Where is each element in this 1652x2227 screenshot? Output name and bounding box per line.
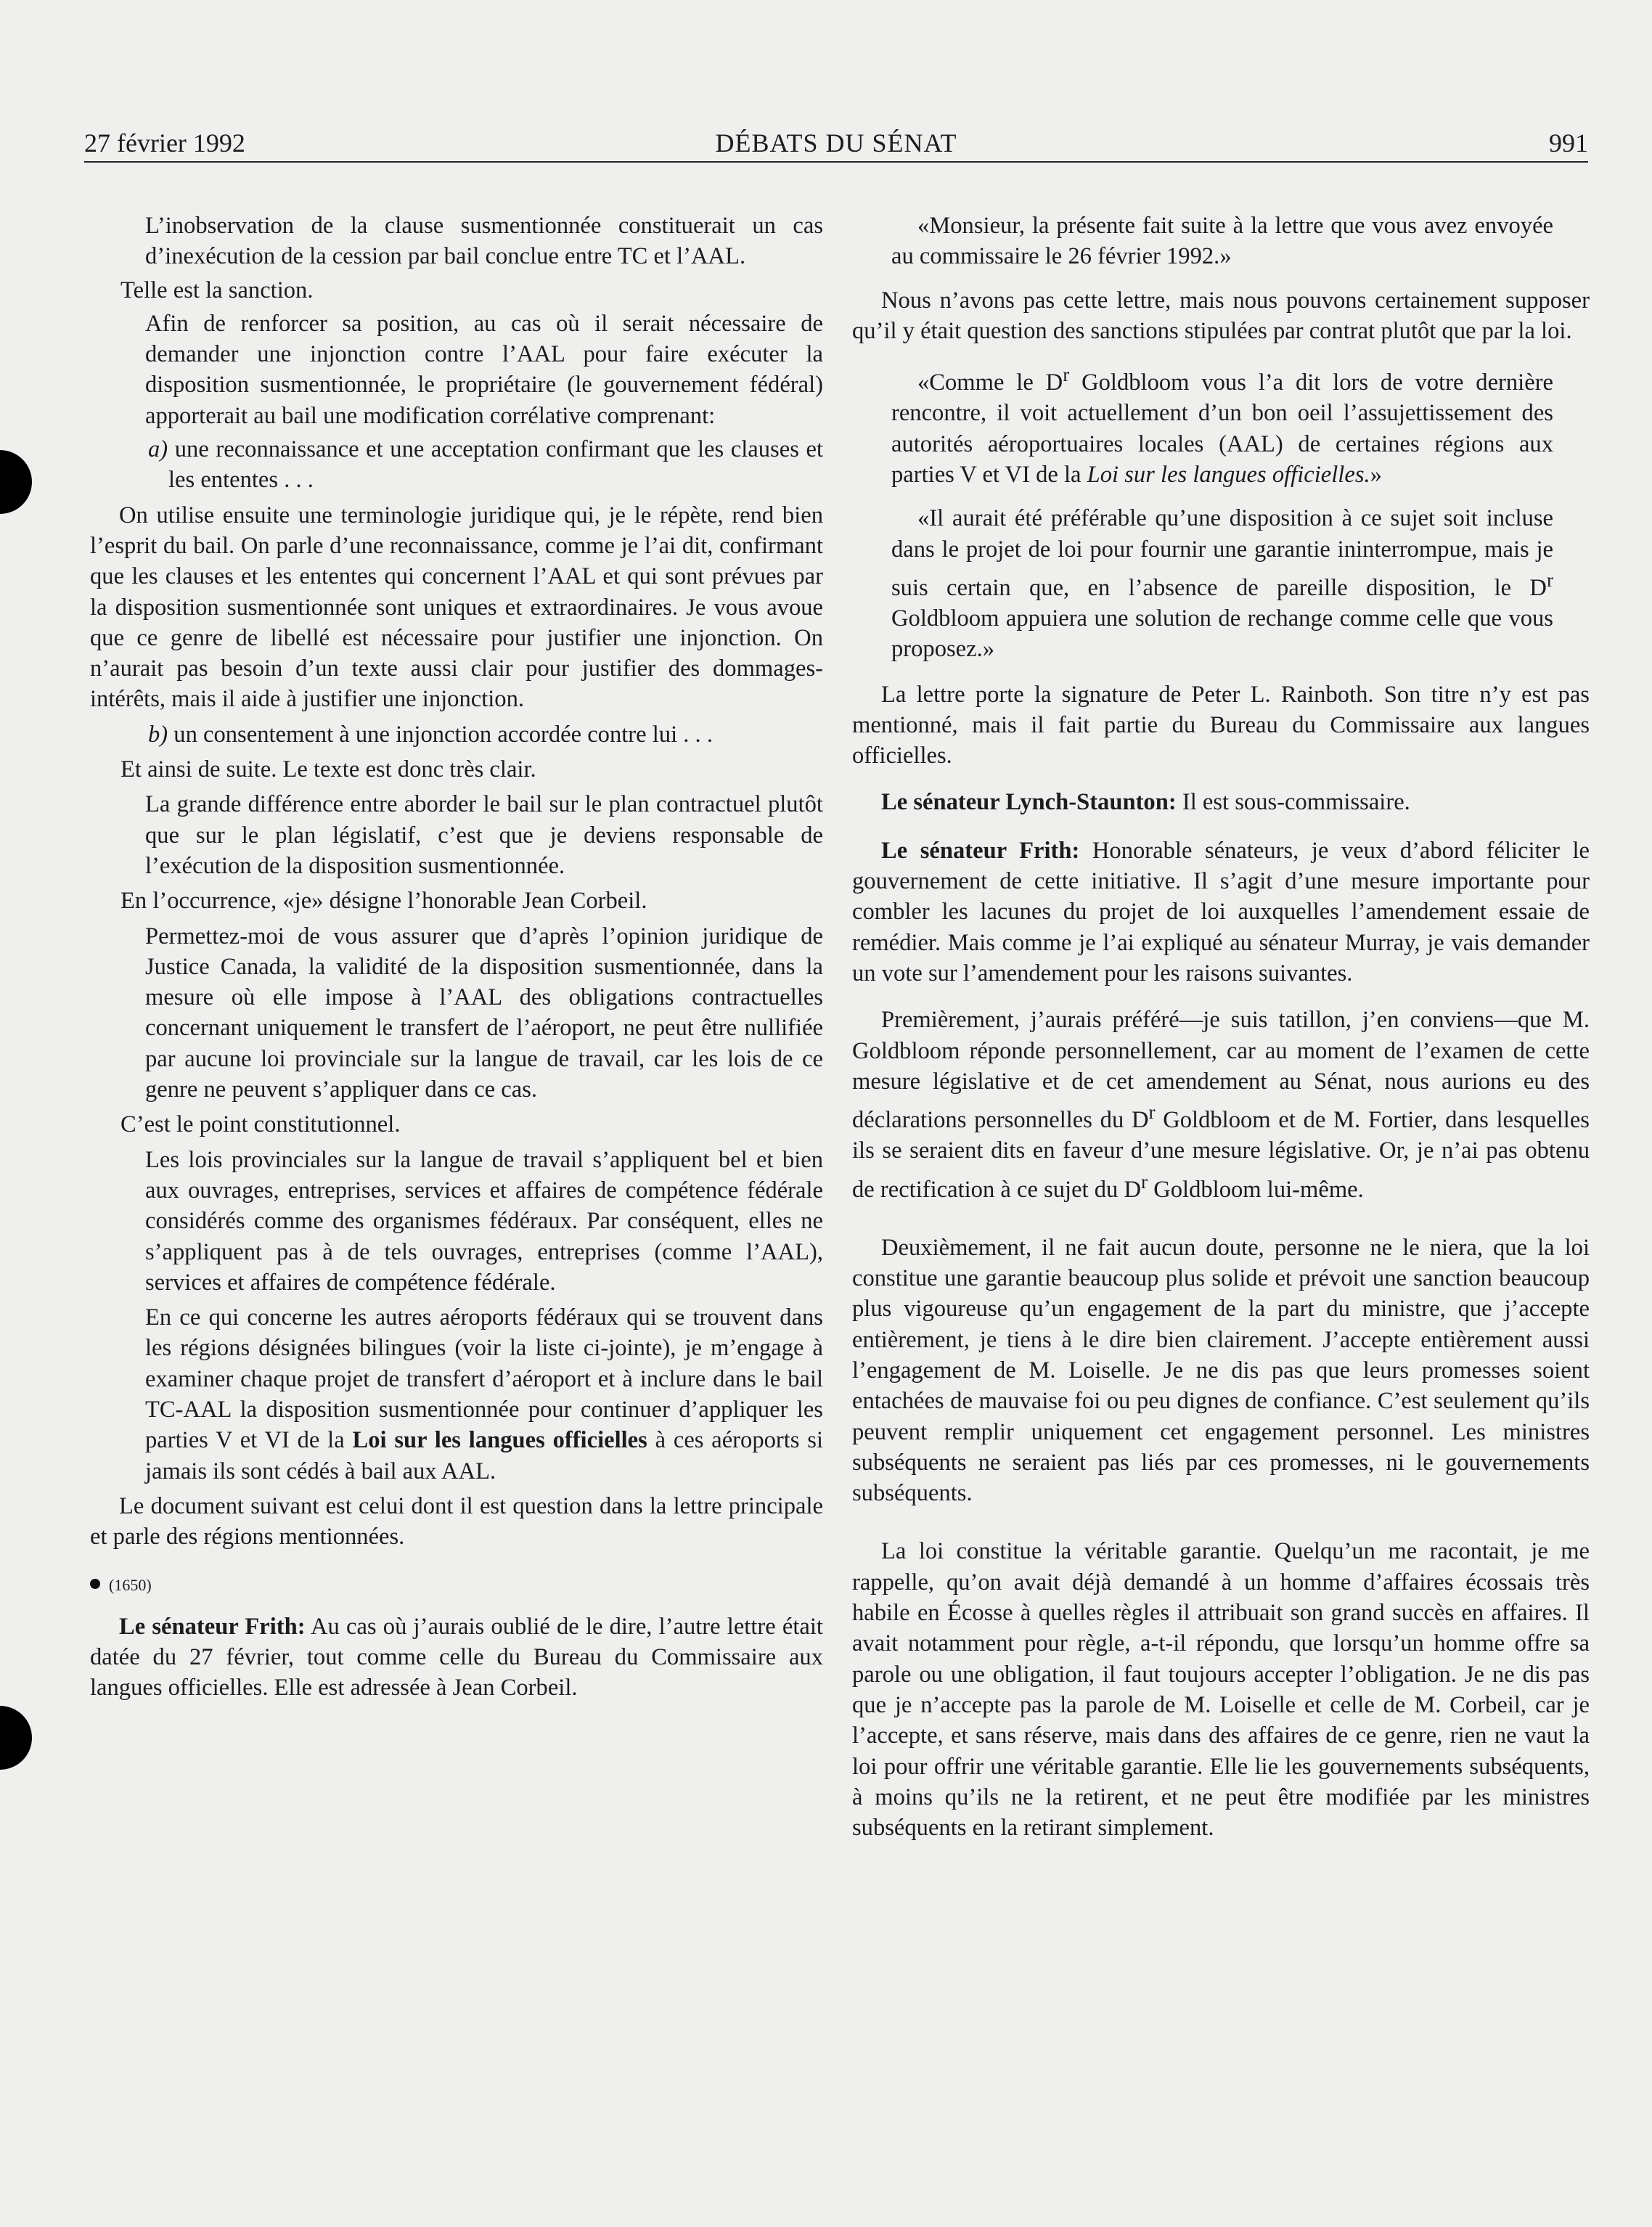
- paragraph-text: Premièrement, j’aurais préféré—je suis tatillon, j’en conviens—que M. Goldbloom réponde personnellement, car au moment de l’examen de cette mesure législative et de cet amendement au Sénat, nous aurions eu des déclarations personnelles du D: [852, 1007, 1590, 1133]
- bullet-icon: [90, 1579, 100, 1589]
- paragraph: Et ainsi de suite. Le texte est donc très clair.: [120, 756, 536, 783]
- speaker-name: Le sénateur Lynch-Staunton:: [881, 789, 1177, 816]
- paragraph-text: Goldbloom lui-même.: [1153, 1176, 1364, 1203]
- paragraph: Le document suivant est celui dont il est question dans la lettre principale et parle des régions mentionnées.: [90, 1492, 823, 1550]
- superscript: r: [1141, 1170, 1148, 1193]
- paragraph: C’est le point constitutionnel.: [120, 1111, 401, 1138]
- quotation: «Monsieur, la présente fait suite à la lettre que vous avez envoyée au commissaire le 26 février 1992.»: [891, 213, 1553, 270]
- left-column: [90, 211, 823, 1704]
- list-letter: b): [148, 721, 168, 748]
- list-letter: a): [148, 436, 168, 463]
- paragraph-text: Goldbloom et de M. Fortier, dans lesquelles ils se seraient dits en faveur d’une mesure législative. Or, je n’ai pas obtenu de rectification à ce sujet du D: [852, 1107, 1590, 1203]
- time-marker: [90, 1568, 823, 1601]
- list-item: [90, 434, 823, 496]
- paragraph-text: En ce qui concerne les autres aéroports fédéraux qui se trouvent dans les régions désignées bilingues (voir la liste ci-jointe), je m’engage à examiner chaque projet de transfert d’aéroport et à inclure dans le bail TC-AAL la disposition susmentionnée pour continuer d’appliquer les parties V et VI de la: [145, 1304, 823, 1454]
- speaker-name: Le sénateur Frith:: [881, 837, 1080, 864]
- paragraph: On utilise ensuite une terminologie juridique qui, je le répète, rend bien l’esprit du bail. On parle d’une reconnaissance, comme je l’ai dit, confirmant que les clauses et les ententes qui concernent l’AAL et qui sont prévues par la disposition susmentionnée sont uniques et extraordinaires. Je vous avoue que ce genre de libellé est nécessaire pour justifier une injonction. On n’aurait pas besoin d’un texte aussi clair pour justifier des dommages-intérêts, mais il aide à justifier une injonction.: [90, 502, 823, 713]
- header-title: DÉBATS DU SÉNAT: [715, 128, 957, 158]
- quotation: [852, 359, 1590, 490]
- paragraph: Nous n’avons pas cette lettre, mais nous pouvons certainement supposer qu’il y était question des sanctions stipulées par contrat plutôt que par la loi.: [852, 287, 1590, 344]
- page-header: [84, 128, 1588, 163]
- time-stamp: (1650): [109, 1576, 152, 1595]
- header-rule: [84, 161, 1588, 163]
- act-title: Loi sur les langues officielles.: [1087, 461, 1370, 488]
- paragraph: Deuxièmement, il ne fait aucun doute, personne ne le niera, que la loi constitue une garantie beaucoup plus solide et prévoit une sanction beaucoup plus vigoureuse qu’un engagement de la part du ministre, que j’accepte entièrement, je tiens à le dire bien clairement. J’accepte entièrement aussi l’engagement de M. Loiselle. Je ne dis pas que leurs promesses soient entachées de mauvaise foi ou peu dignes de confiance. C’est seulement qu’ils peuvent remplir uniquement cet engagement personnel. Les ministres subséquents ne seraient pas liés par ces promesses, ni le gouvernements subséquents.: [852, 1234, 1590, 1507]
- list-item-text: un consentement à une injonction accordée contre lui . . .: [173, 721, 713, 748]
- quote-text: Goldbloom appuiera une solution de rechange comme celle que vous proposez.»: [891, 605, 1553, 663]
- superscript: r: [1546, 568, 1553, 591]
- paragraph: L’inobservation de la clause susmentionnée constituerait un cas d’inexécution de la cession par bail conclue entre TC et l’AAL.: [145, 213, 823, 270]
- paragraph: [90, 1302, 823, 1487]
- paragraph: En l’occurrence, «je» désigne l’honorable Jean Corbeil.: [120, 888, 647, 915]
- quote-text: »: [1370, 461, 1382, 488]
- quote-text: «Il aurait été préférable qu’une disposition à ce sujet soit incluse dans le projet de loi pour fournir une garantie ininterrompue, mais je suis certain que, en l’absence de pareille disposition, le D: [891, 505, 1553, 601]
- list-item: [90, 719, 823, 750]
- paragraph: [90, 1611, 823, 1704]
- binder-hole-bottom: [0, 1706, 32, 1770]
- list-item-text: une reconnaissance et une acceptation confirmant que les clauses et les ententes . . .: [168, 436, 823, 494]
- header-date: 27 février 1992: [84, 128, 245, 158]
- paragraph: [852, 1005, 1590, 1205]
- paragraph: Permettez-moi de vous assurer que d’après l’opinion juridique de Justice Canada, la validité de la disposition susmentionnée, dans la mesure où elle impose à l’AAL des obligations contractuelles concernant uniquement le transfert de l’aéroport, ne peut être nullifiée par aucune loi provinciale sur la langue de travail, car les lois de ce genre ne peuvent s’appliquer dans ce cas.: [145, 923, 823, 1103]
- superscript: r: [1148, 1101, 1156, 1124]
- paragraph: [852, 835, 1590, 989]
- paragraph-text: Honorable sénateurs, je veux d’abord féliciter le gouvernement de cette initiative. Il s’agit d’une mesure importante pour combler les lacunes du projet de loi auxquelles l’amendement essaie de remédier. Mais comme je l’ai expliqué au sénateur Murray, je vais demander un vote sur l’amendement pour les raisons suivantes.: [852, 837, 1590, 986]
- paragraph: [852, 787, 1590, 817]
- superscript: r: [1063, 364, 1070, 386]
- paragraph: Les lois provinciales sur la langue de travail s’appliquent bel et bien aux ouvrages, entreprises, services et affaires de compétence fédérale considérés comme des organismes fédéraux. Par conséquent, elles ne s’appliquent pas à de tels ouvrages, entreprises (comme l’AAL), services et affaires de compétence fédérale.: [145, 1146, 823, 1296]
- paragraph: Afin de renforcer sa position, au cas où il serait nécessaire de demander une injonction contre l’AAL pour faire exécuter la disposition susmentionnée, le propriétaire (le gouvernement fédéral) apporterait au bail une modification corrélative comprenant:: [145, 310, 823, 429]
- binder-hole-top: [0, 450, 32, 514]
- act-title: Loi sur les langues officielles: [352, 1427, 647, 1454]
- paragraph: La grande différence entre aborder le bail sur le plan contractuel plutôt que sur le plan législatif, c’est que je deviens responsable de l’exécution de la disposition susmentionnée.: [145, 791, 823, 879]
- speaker-name: Le sénateur Frith:: [119, 1613, 306, 1640]
- quote-text: Goldbloom vous l’a dit lors de votre dernière rencontre, il voit actuellement d’un bon oeil l’assujettissement des autorités aéroportuaires locales (AAL) de certaines régions aux parties V et VI de la: [891, 369, 1553, 488]
- paragraph-text: Il est sous-commissaire.: [1182, 789, 1410, 816]
- quote-text: «Comme le D: [917, 369, 1063, 396]
- paragraph-text: Au cas où j’aurais oublié de le dire, l’autre lettre était datée du 27 février, tout comme celle du Bureau du Commissaire aux langues officielles. Elle est adressée à Jean Corbeil.: [90, 1613, 823, 1701]
- right-column: [852, 211, 1590, 1843]
- quotation: [852, 503, 1590, 664]
- paragraph: Telle est la sanction.: [120, 277, 314, 303]
- page-number: 991: [1549, 128, 1588, 158]
- paragraph: La loi constitue la véritable garantie. Quelqu’un me racontait, je me rappelle, qu’on avait déjà demandé à un homme d’affaires écossais très habile en Écosse à quelles règles il attribuait son grand succès en affaires. Il avait notamment pour règle, a-t-il répondu, que lorsqu’un homme offre sa parole ou une obligation, il faut toujours accepter l’obligation. Je ne dis pas que je n’accepte pas la parole de M. Loiselle et celle de M. Corbeil, car je l’accepte, et sans réserve, mais dans des affaires de ce genre, rien ne vaut la loi pour offrir une véritable garantie. Elle lie les gouvernements subséquents, à moins qu’ils ne la retirent, et ne peut être modifiée par les ministres subséquents en la retirant simplement.: [852, 1538, 1590, 1842]
- paragraph-text: à ces aéroports si jamais ils sont cédés à bail aux AAL.: [145, 1427, 823, 1484]
- paragraph: La lettre porte la signature de Peter L. Rainboth. Son titre n’y est pas mentionné, mais il fait partie du Bureau du Commissaire aux langues officielles.: [852, 681, 1590, 769]
